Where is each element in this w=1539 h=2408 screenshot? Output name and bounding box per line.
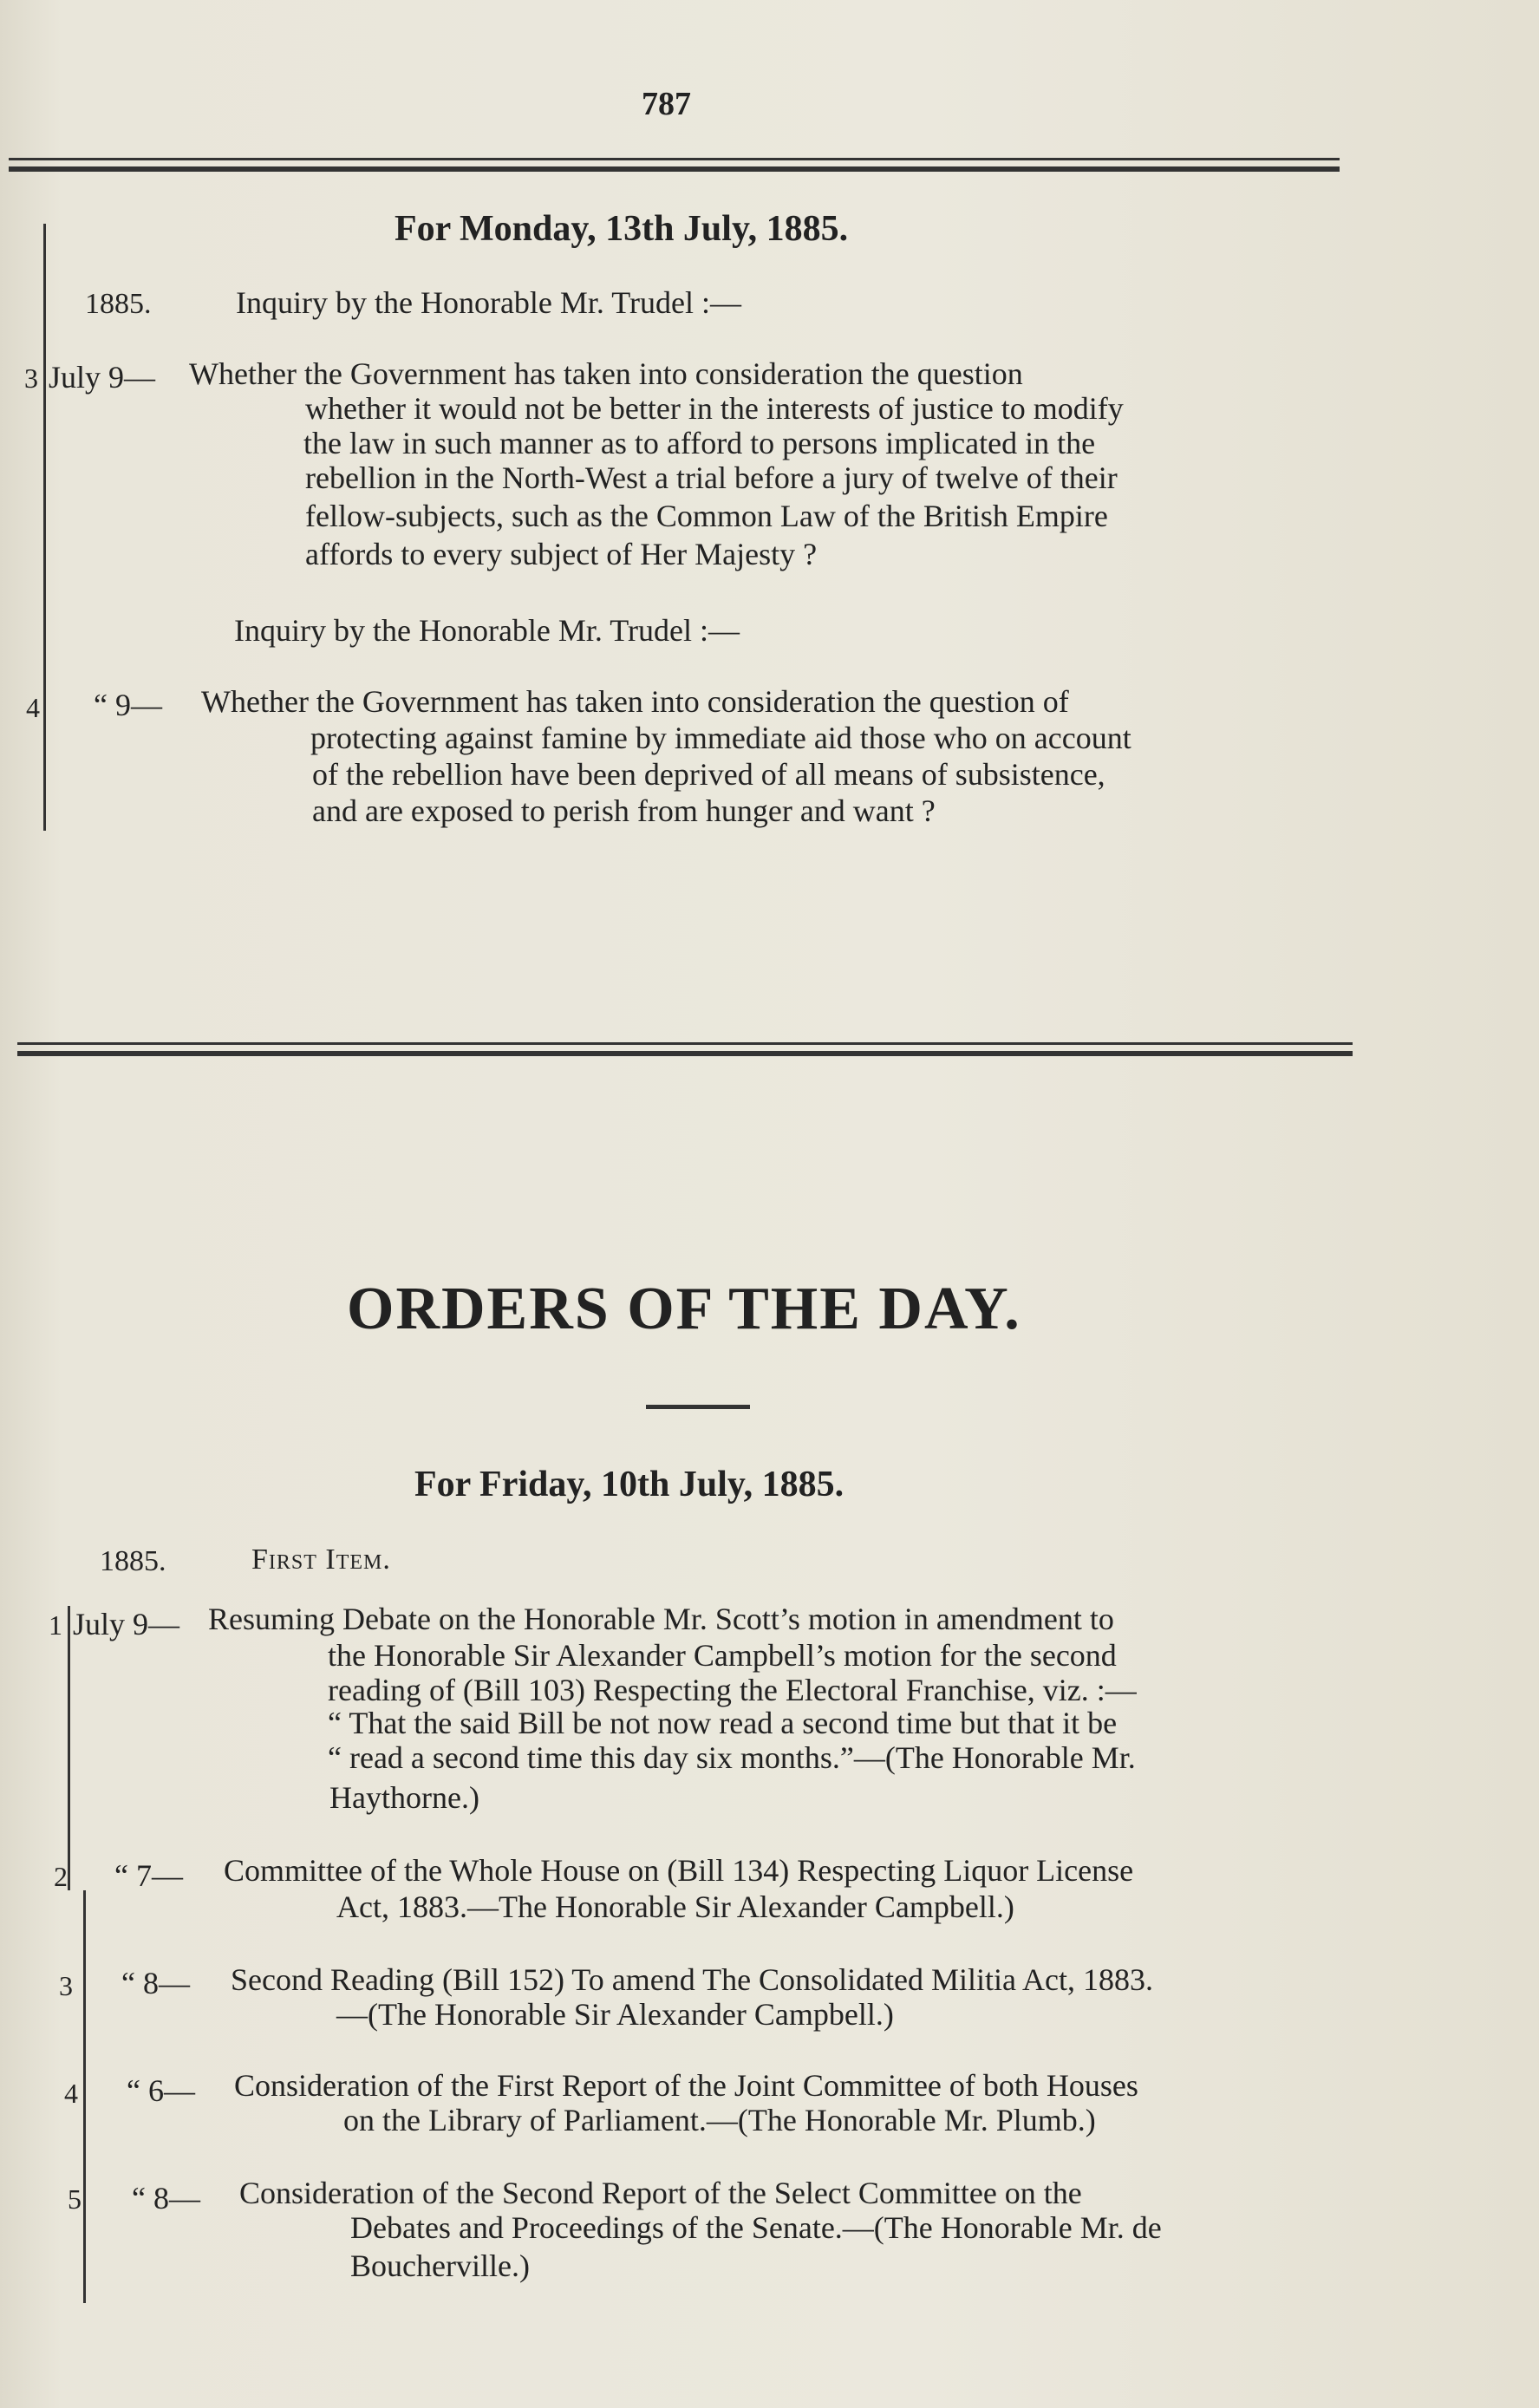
- orders-title: ORDERS OF THE DAY.: [347, 1276, 1021, 1342]
- order-date-4: “ 6—: [127, 2073, 195, 2108]
- order-line: —(The Honorable Sir Alexander Campbell.): [336, 1997, 894, 2032]
- entry-date-4: “ 9—: [94, 688, 162, 722]
- order-line: on the Library of Parliament.—(The Honorable Mr. Plumb.): [343, 2103, 1096, 2137]
- middle-rule-1: [17, 1042, 1353, 1045]
- entry-line: Whether the Government has taken into consideration the question of: [201, 684, 1069, 719]
- order-line: Committee of the Whole House on (Bill 134) Respecting Liquor License: [224, 1853, 1134, 1888]
- order-line: Consideration of the Second Report of the Select Committee on the: [239, 2176, 1082, 2210]
- page-number: 787: [642, 86, 691, 122]
- entry-line: whether it would not be better in the interests of justice to modify: [305, 391, 1124, 426]
- order-line: Act, 1883.—The Honorable Sir Alexander Campbell.): [336, 1889, 1014, 1924]
- order-number-3: 3: [59, 1970, 73, 2001]
- entry-date-3: July 9—: [49, 360, 156, 395]
- inquiry-heading-1: Inquiry by the Honorable Mr. Trudel :—: [236, 285, 741, 320]
- entry-line: fellow-subjects, such as the Common Law of the British Empire: [305, 499, 1108, 533]
- top-rule-1: [9, 158, 1340, 160]
- order-number-5: 5: [68, 2183, 82, 2215]
- orders-subtitle: For Friday, 10th July, 1885.: [414, 1465, 844, 1504]
- middle-rule-2: [17, 1051, 1353, 1056]
- order-line: Consideration of the First Report of the Joint Committee of both Houses: [234, 2068, 1138, 2103]
- order-line: Haythorne.): [329, 1780, 479, 1815]
- entry-line: and are exposed to perish from hunger and want ?: [312, 793, 936, 828]
- order-date-1: July 9—: [73, 1607, 180, 1641]
- order-line: Debates and Proceedings of the Senate.—(The Honorable Mr. de: [350, 2210, 1162, 2245]
- order-line: “ read a second time this day six months.”—(The Honorable Mr.: [328, 1740, 1136, 1775]
- order-date-2: “ 7—: [114, 1858, 183, 1893]
- order-number-4: 4: [64, 2078, 78, 2109]
- top-rule-2: [9, 166, 1340, 172]
- entry-line: of the rebellion have been deprived of all means of subsistence,: [312, 757, 1105, 792]
- title-dash: [646, 1405, 750, 1409]
- order-line: “ That the said Bill be not now read a second time but that it be: [328, 1706, 1118, 1740]
- questions-year: 1885.: [85, 288, 152, 320]
- order-date-3: “ 8—: [121, 1966, 190, 2000]
- entry-line: affords to every subject of Her Majesty ?: [305, 537, 818, 571]
- entry-line: the law in such manner as to afford to persons implicated in the: [303, 426, 1096, 460]
- order-line: Second Reading (Bill 152) To amend The Consolidated Militia Act, 1883.: [231, 1962, 1154, 1997]
- first-item-label: First Item.: [251, 1543, 391, 1576]
- order-date-5: “ 8—: [132, 2181, 200, 2215]
- entry-line: Whether the Government has taken into consideration the question: [189, 356, 1023, 391]
- order-line: the Honorable Sir Alexander Campbell’s motion for the second: [328, 1638, 1117, 1673]
- order-number-2: 2: [54, 1861, 68, 1892]
- orders-year: 1885.: [100, 1545, 166, 1577]
- order-number-1: 1: [49, 1609, 62, 1641]
- questions-section-title: For Monday, 13th July, 1885.: [395, 209, 849, 249]
- entry-number-4: 4: [26, 692, 40, 723]
- entry-line: rebellion in the North-West a trial before a jury of twelve of their: [305, 460, 1118, 495]
- order-line: Resuming Debate on the Honorable Mr. Scott’s motion in amendment to: [208, 1602, 1114, 1636]
- order-line: reading of (Bill 103) Respecting the Electoral Franchise, viz. :—: [328, 1673, 1137, 1707]
- inquiry-heading-2: Inquiry by the Honorable Mr. Trudel :—: [234, 613, 740, 648]
- left-margin-bar-questions: [43, 224, 46, 831]
- entry-line: protecting against famine by immediate aid those who on account: [310, 721, 1131, 755]
- left-margin-bar-orders-1: [68, 1606, 70, 1890]
- order-line: Boucherville.): [350, 2248, 530, 2283]
- left-margin-bar-orders-2: [83, 1890, 86, 2303]
- entry-number-3: 3: [24, 362, 38, 394]
